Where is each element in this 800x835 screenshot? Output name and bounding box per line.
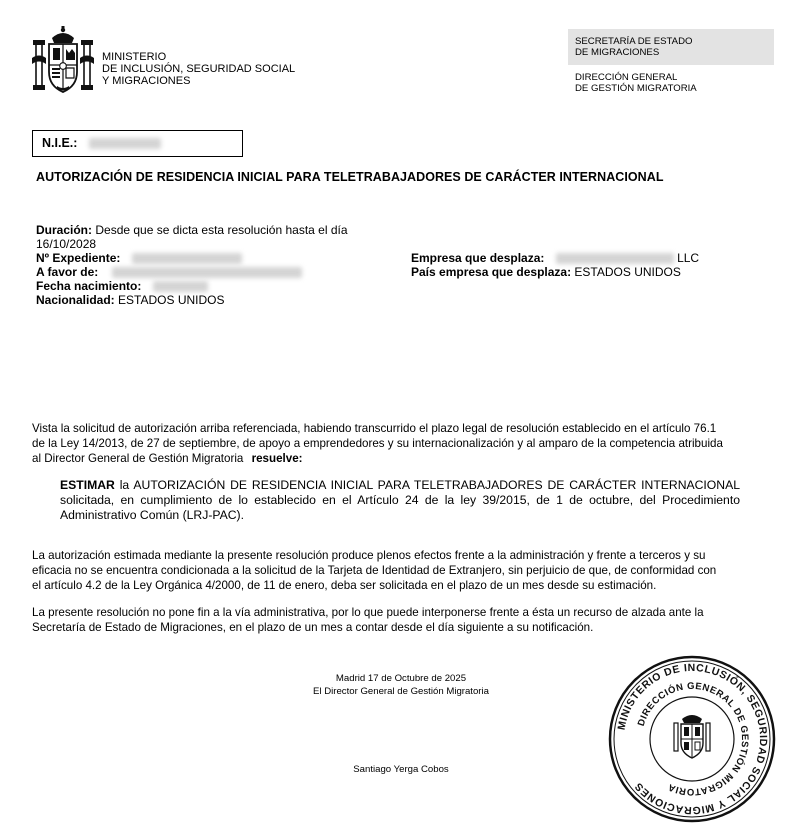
document-title: AUTORIZACIÓN DE RESIDENCIA INICIAL PARA TELETRABAJADORES DE CARÁCTER INTERNACIONAL	[36, 170, 664, 184]
intro-line-3	[32, 451, 772, 466]
duracion-label: Duración:	[36, 223, 93, 237]
direccion-line-1: DIRECCIÓN GENERAL	[575, 72, 678, 83]
pais-label: País empresa que desplaza:	[411, 265, 572, 279]
nacionalidad-label: Nacionalidad:	[36, 293, 115, 307]
nacionalidad-row	[36, 293, 225, 308]
estimar-text: la AUTORIZACIÓN DE RESIDENCIA INICIAL PARA TELETRABAJADORES DE CARÁCTER INTERNACIONAL solicitada, en cumplimiento de lo establecido en el Artículo 24 de la ley 39/2015, de 1 de octubre, del Procedimiento Administrativo Común (LRJ-PAC).	[60, 478, 741, 522]
appeal-paragraph	[32, 605, 772, 635]
pais-value: ESTADOS UNIDOS	[574, 265, 681, 279]
empresa-row	[411, 251, 699, 266]
favor-row	[36, 265, 302, 280]
estimar-paragraph	[60, 478, 740, 523]
expediente-row	[36, 251, 242, 266]
pais-row	[411, 265, 681, 280]
signer-name: Santiago Yerga Cobos	[353, 764, 449, 775]
nacionalidad-value: ESTADOS UNIDOS	[118, 293, 225, 307]
estimar-word: ESTIMAR	[60, 478, 115, 492]
nie-box	[32, 130, 243, 157]
duracion-row	[36, 223, 348, 238]
empresa-redacted	[556, 253, 674, 264]
secretaria-line-2: DE MIGRACIONES	[575, 47, 660, 58]
appeal-line-2: Secretaría de Estado de Migraciones, en el plazo de un mes a contar desde el día siguiente a su notificación.	[32, 621, 594, 634]
empresa-label: Empresa que desplaza:	[411, 251, 545, 265]
resuelve-verb: resuelve:	[251, 452, 303, 465]
effects-line-3: el artículo 4.2 de la Ley Orgánica 4/2000, de 11 de enero, deba ser solicitada en el plazo de un mes desde su estimación.	[32, 579, 657, 592]
coat-of-arms-logo	[30, 26, 96, 96]
direccion-line-2: DE GESTIÓN MIGRATORIA	[575, 83, 697, 94]
secretaria-line-1: SECRETARÍA DE ESTADO	[575, 36, 693, 47]
expediente-redacted	[132, 253, 242, 264]
signature-block	[296, 672, 506, 698]
nacimiento-label: Fecha nacimiento:	[36, 279, 142, 293]
favor-redacted	[112, 267, 302, 278]
official-seal-stamp	[608, 655, 776, 823]
signer-role: El Director General de Gestión Migratoria	[313, 686, 489, 697]
intro-line-1: Vista la solicitud de autorización arriba referenciada, habiendo transcurrido el plazo legal de resolución establecido en el artículo 76.1	[32, 422, 717, 435]
duracion-date: 16/10/2028	[36, 237, 97, 251]
intro-line-3-text: al Director General de Gestión Migratoria	[32, 452, 244, 465]
seal-outer-text: MINISTERIO DE INCLUSIÓN, SEGURIDAD SOCIAL Y MIGRACIONES	[615, 661, 770, 817]
direccion-general	[575, 72, 775, 94]
intro-paragraph	[32, 421, 772, 466]
ministry-line-3: Y MIGRACIONES	[102, 75, 191, 87]
estimar-block	[60, 478, 740, 523]
secretaria-box	[568, 29, 774, 65]
effects-line-2: eficacia no se encuentra condicionada a la solicitud de la Tarjeta de Identidad de Extranjero, sin perjuicio de que, de conformidad con	[32, 564, 717, 577]
duracion-value: Desde que se dicta esta resolución hasta el día	[95, 223, 348, 237]
place-date: Madrid 17 de Octubre de 2025	[335, 673, 467, 684]
nacimiento-row	[36, 279, 208, 294]
effects-line-1: La autorización estimada mediante la presente resolución produce plenos efectos frente a la administración y frente a terceros y su	[32, 549, 706, 562]
favor-label: A favor de:	[36, 265, 99, 279]
nacimiento-redacted	[153, 281, 208, 292]
seal-inner-text: DIRECCIÓN GENERAL DE GESTIÓN MIGRATORIA	[635, 680, 751, 798]
ministry-name	[102, 51, 302, 87]
ministry-line-2: DE INCLUSIÓN, SEGURIDAD SOCIAL	[102, 63, 296, 75]
nie-label: N.I.E.:	[42, 136, 78, 150]
ministry-line-1: MINISTERIO	[102, 51, 167, 63]
appeal-line-1: La presente resolución no pone fin a la vía administrativa, por lo que puede interponerse frente a ésta un recurso de alzada ante la	[32, 606, 704, 619]
expediente-label: Nº Expediente:	[36, 251, 121, 265]
intro-line-2: de la Ley 14/2013, de 27 de septiembre, de apoyo a emprendedores y su internacionalización y al amparo de la competencia atribuida	[32, 437, 723, 450]
effects-paragraph	[32, 548, 772, 593]
empresa-suffix: LLC	[677, 251, 700, 265]
seal-coat-of-arms-icon	[674, 715, 710, 758]
nie-redacted	[89, 138, 161, 149]
